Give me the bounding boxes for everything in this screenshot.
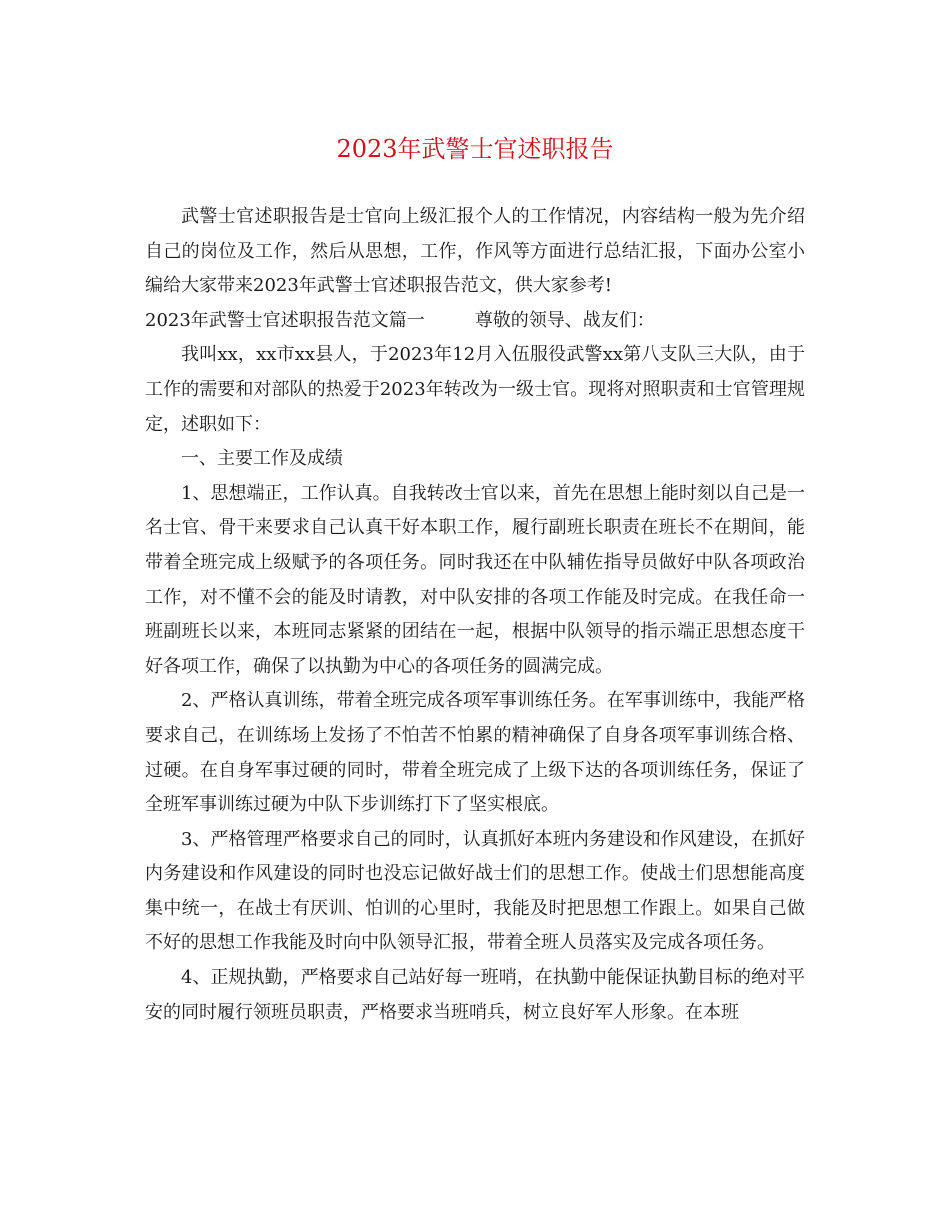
document-body: [145, 200, 805, 1030]
body-paragraph: 2、严格认真训练，带着全班完成各项军事训练任务。在军事训练中，我能严格要求自己，在训练场上发扬了不怕苦不怕累的精神确保了自身各项军事训练合格、过硬。在自身军事过硬的同时，带着全班完成了上级下达的各项训练任务，保证了全班军事训练过硬为中队下步训练打下了坚实根底。: [145, 690, 805, 816]
body-paragraph: 我叫xx，xx市xx县人，于2023年12月入伍服役武警xx第八支队三大队，由于工作的需要和对部队的热爱于2023年转改为一级士官。现将对照职责和士官管理规定，述职如下：: [145, 344, 805, 435]
salutation: 尊敬的领导、战友们：: [474, 309, 655, 331]
body-paragraph: 3、严格管理严格要求自己的同时，认真抓好本班内务建设和作风建设，在抓好内务建设和作风建设的同时也没忘记做好战士们的思想工作。使战士们思想能高度集中统一，在战士有厌训、怕训的心里时，我能及时把思想工作跟上。如果自己做不好的思想工作我能及时向中队领导汇报，带着全班人员落实及完成各项任务。: [145, 828, 805, 954]
body-paragraph: 1、思想端正，工作认真。自我转改士官以来，首先在思想上能时刻以自己是一名士官、骨干来要求自己认真干好本职工作，履行副班长职责在班长不在期间，能带着全班完成上级赋予的各项任务。同时我还在中队辅佐指导员做好中队各项政治工作，对不懂不会的能及时请教，对中队安排的各项工作能及时完成。在我任命一班副班长以来，本班同志紧紧的团结在一起，根据中队领导的指示端正思想态度干好各项工作，确保了以执勤为中心的各项任务的圆满完成。: [145, 482, 805, 677]
section-heading: 一、主要工作及成绩: [181, 448, 343, 470]
page-title: 2023年武警士官述职报告: [336, 135, 614, 163]
intro-paragraph: 武警士官述职报告是士官向上级汇报个人的工作情况，内容结构一般为先介绍自己的岗位及工作，然后从思想，工作，作风等方面进行总结汇报，下面办公室小编给大家带来2023年武警士官述职报告范文，供大家参考!: [145, 206, 805, 297]
subheading-line: [145, 304, 805, 339]
subheading: 2023年武警士官述职报告范文篇一: [145, 309, 425, 331]
body-paragraph: 4、正规执勤，严格要求自己站好每一班哨，在执勤中能保证执勤目标的绝对平安的同时履行领班员职责，严格要求当班哨兵，树立良好军人形象。在本班: [145, 967, 805, 1023]
